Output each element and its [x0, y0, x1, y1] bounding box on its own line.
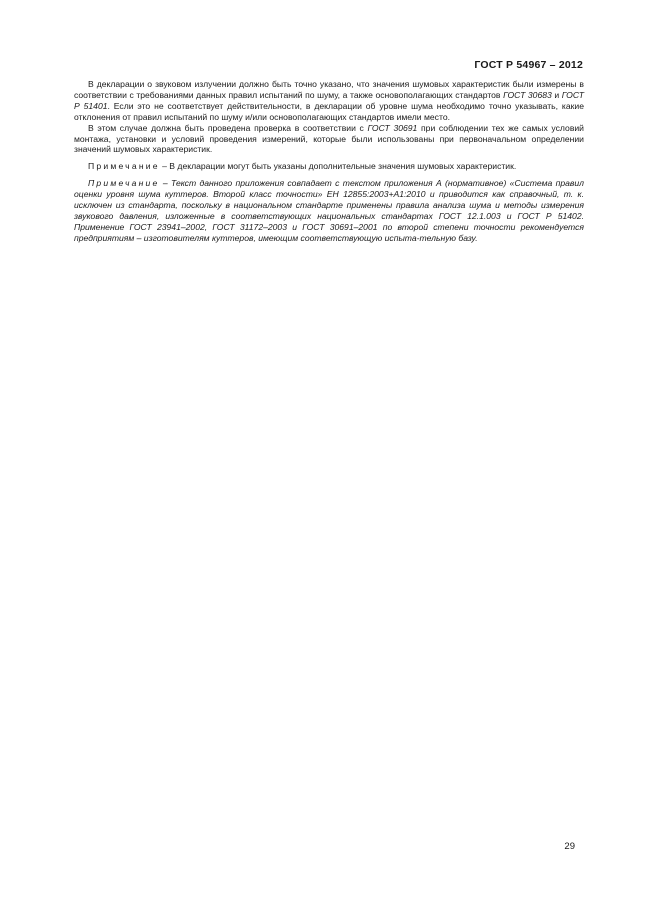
standard-reference: ГОСТ Р 51401 — [74, 89, 584, 111]
note-annex-source — [74, 178, 584, 243]
standard-reference: ГОСТ 30691 — [367, 122, 418, 133]
note-label: Примечание — [88, 178, 160, 189]
paragraph-text: . Если это не соответствует действительности, в декларации об уровне шума необходимо точно указывать, какие отклонения от правил испытаний по шуму и/или основополагающих стандартов имели место. — [74, 100, 584, 122]
page-number: 29 — [564, 841, 575, 852]
paragraph-text: В декларации о звуковом излучении должно быть точно указано, что значения шумовых характеристик были измерены в соответствии с требованиями данных правил испытаний по шуму, а также основополагающих стандартов — [74, 79, 584, 100]
paragraph-declaration-requirements — [74, 79, 584, 123]
paragraph-text: и — [551, 89, 562, 100]
note-text: – Текст данного приложения совпадает с текстом приложения А (нормативное) «Система правил оценки уровня шума куттеров. Второй класс точности» ЕН 12855:2003+А1:2010 и приводится как справочный, т. к. исключен из стандарта, поскольку в национальном стандарте применены правила анализа шума и методы измерения звукового давления, изложенные в соответствующих национальных стандартах ГОСТ 12.1.003 и ГОСТ Р 51402. Применение ГОСТ 23941–2002, ГОСТ 31172–2003 и ГОСТ 30691–2001 по второй степени точности рекомендуется предприятиям – изготовителям куттеров, имеющим соответствующую испыта-тельную базу. — [74, 178, 584, 243]
note-label: Примечание — [88, 161, 160, 172]
paragraph-text: при соблюдении тех же самых условий монтажа, установки и условий проведения измерений, которые были использованы при первоначальном определении значений шумовых характеристик. — [74, 122, 584, 155]
standard-reference: ГОСТ 30683 — [503, 89, 552, 100]
document-standard-id: ГОСТ Р 54967 – 2012 — [474, 59, 583, 71]
document-body — [74, 79, 584, 244]
paragraph-verification — [74, 123, 584, 156]
note-text: – В декларации могут быть указаны дополнительные значения шумовых характеристик. — [159, 161, 517, 172]
paragraph-text: В этом случае должна быть проведена проверка в соответствии с — [88, 122, 368, 133]
note-additional-values — [74, 161, 584, 172]
